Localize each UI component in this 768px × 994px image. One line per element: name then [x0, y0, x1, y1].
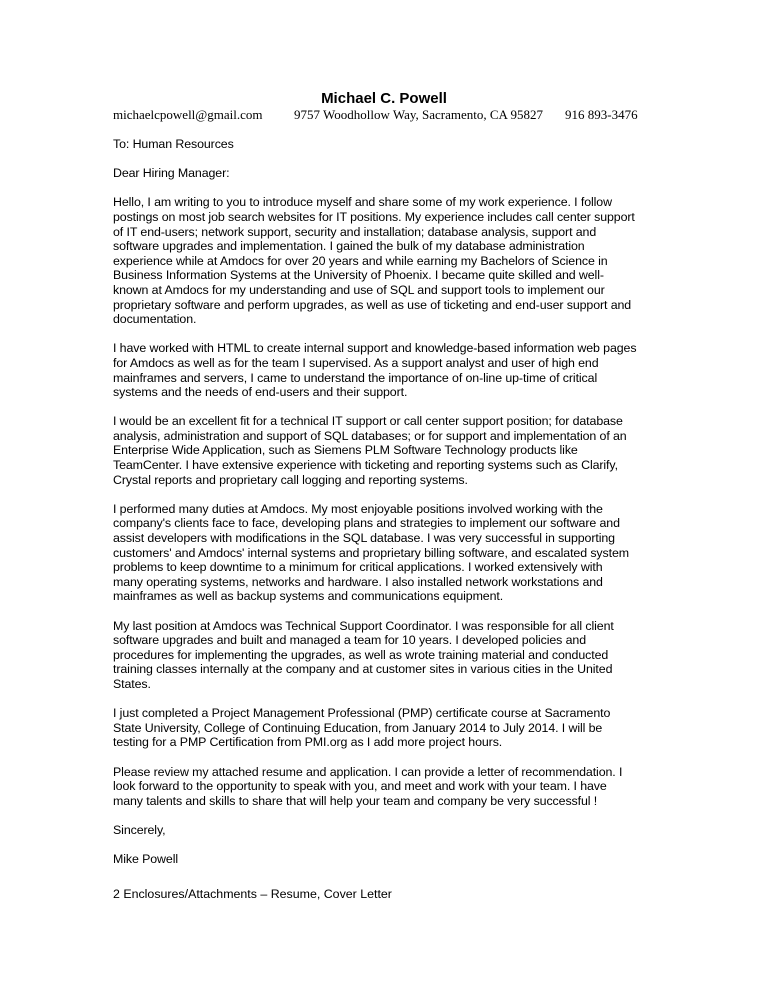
- salutation: Dear Hiring Manager:: [113, 166, 230, 181]
- enclosures-line: 2 Enclosures/Attachments – Resume, Cover Letter: [113, 887, 392, 901]
- paragraph-review: [113, 765, 658, 809]
- text-line: Business Information Systems at the University of Phoenix. I became quite skilled and well-: [113, 268, 604, 283]
- text-line: many talents and skills to share that will help your team and company be very successful !: [113, 793, 598, 808]
- text-line: many operating systems, networks and hardware. I also installed network workstations and: [113, 574, 603, 589]
- closing: Sincerely,: [113, 822, 166, 837]
- text-line: of IT end-users; network support, security and installation; database analysis, support and: [113, 224, 597, 239]
- text-line: testing for a PMP Certification from PMI.org as I add more project hours.: [113, 735, 503, 750]
- sender-phone: 916 893-3476: [565, 107, 638, 122]
- text-line: mainframes and servers, I came to understand the importance of on-line up-time of critical: [113, 370, 598, 385]
- text-line: My last position at Amdocs was Technical Support Coordinator. I was responsible for all client: [113, 618, 614, 633]
- paragraph-duties: [113, 502, 658, 604]
- text-line: known at Amdocs for my understanding and use of SQL and support tools to implement our: [113, 282, 605, 297]
- text-line: Please review my attached resume and application. I can provide a letter of recommendation. I: [113, 764, 623, 779]
- text-line: TeamCenter. I have extensive experience with ticketing and reporting systems such as Clarify,: [113, 458, 618, 473]
- text-line: software upgrades and built and managed a team for 10 years. I developed policies and: [113, 633, 586, 648]
- text-line: problems to keep downtime to a minimum for critical applications. I worked extensively with: [113, 560, 603, 575]
- text-line: systems and the needs of end-users and their support.: [113, 385, 408, 400]
- text-line: assist developers with modifications in the SQL database. I was very successful in supporting: [113, 531, 615, 546]
- text-line: look forward to the opportunity to speak with you, and meet and work with your team. I have: [113, 779, 607, 794]
- recipient-line: To: Human Resources: [113, 137, 234, 151]
- text-line: I have worked with HTML to create internal support and knowledge-based information web pages: [113, 341, 637, 356]
- text-line: analysis, administration and support of SQL databases; or for support and implementation of an: [113, 428, 627, 443]
- text-line: I just completed a Project Management Professional (PMP) certificate course at Sacramento: [113, 706, 611, 721]
- text-line: postings on most job search websites for IT positions. My experience includes call center support: [113, 209, 635, 224]
- text-line: mainframes as well as backup systems and communications equipment.: [113, 589, 504, 604]
- letter-body: [113, 137, 658, 881]
- text-line: I performed many duties at Amdocs. My most enjoyable positions involved working with the: [113, 501, 603, 516]
- signature: Mike Powell: [113, 852, 179, 867]
- paragraph-html: [113, 341, 658, 399]
- sender-name: Michael C. Powell: [321, 90, 447, 107]
- sender-email: michaelcpowell@gmail.com: [113, 107, 263, 122]
- paragraph-intro: [113, 195, 658, 326]
- sender-address: 9757 Woodhollow Way, Sacramento, CA 95827: [294, 107, 543, 122]
- text-line: training classes internally at the company and at customer sites in various cities in the United: [113, 662, 613, 677]
- paragraph-last-position: [113, 619, 658, 692]
- paragraph-fit: [113, 414, 658, 487]
- text-line: for Amdocs as well as for the team I supervised. As a support analyst and user of high end: [113, 355, 599, 370]
- text-line: States.: [113, 676, 151, 691]
- text-line: State University, College of Continuing Education, from January 2014 to July 2014. I will be: [113, 720, 603, 735]
- text-line: customers' and Amdocs' internal systems and proprietary billing software, and escalated system: [113, 545, 629, 560]
- text-line: software upgrades and implementation. I gained the bulk of my database administration: [113, 239, 585, 254]
- text-line: Crystal reports and proprietary call logging and reporting systems.: [113, 472, 468, 487]
- text-line: company's clients face to face, developing plans and strategies to implement our software and: [113, 516, 620, 531]
- text-line: experience while at Amdocs for over 20 years and while earning my Bachelors of Science in: [113, 253, 608, 268]
- paragraph-pmp: [113, 706, 658, 750]
- text-line: I would be an excellent fit for a technical IT support or call center support position; for database: [113, 414, 623, 429]
- text-line: documentation.: [113, 312, 197, 327]
- text-line: Hello, I am writing to you to introduce myself and share some of my work experience. I follow: [113, 195, 612, 210]
- text-line: proprietary software and perform upgrades, as well as use of ticketing and end-user support and: [113, 297, 632, 312]
- text-line: procedures for implementing the upgrades, as well as wrote training material and conducted: [113, 647, 609, 662]
- text-line: Enterprise Wide Application, such as Siemens PLM Software Technology products like: [113, 443, 578, 458]
